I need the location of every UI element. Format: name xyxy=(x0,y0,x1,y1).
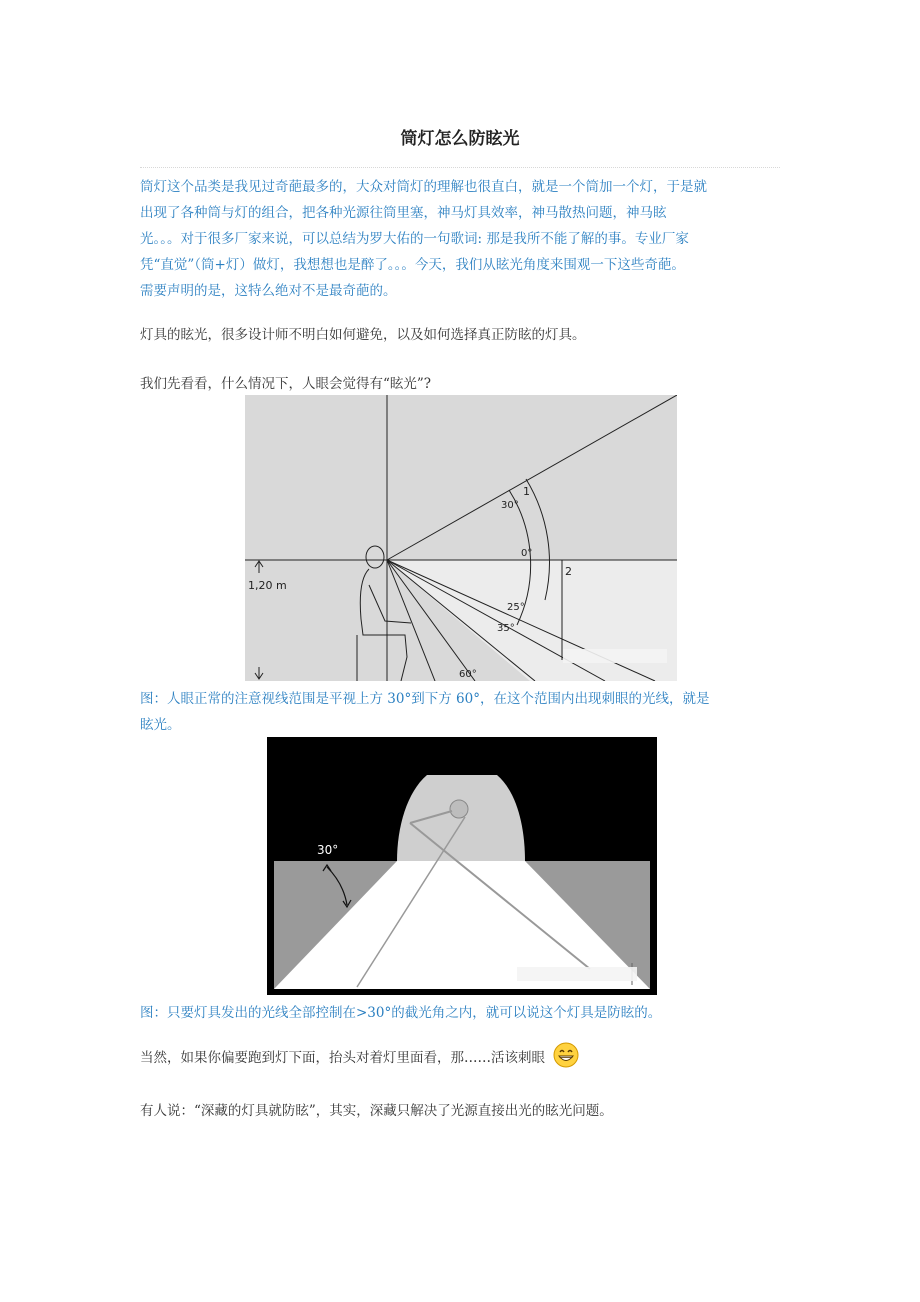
angle-label-0: 0° xyxy=(521,548,533,559)
intro-line: 筒灯这个品类是我见过奇葩最多的，大众对筒灯的理解也很直白，就是一个筒加一个灯，于是就 xyxy=(140,179,707,195)
underneath-paragraph xyxy=(140,1042,800,1071)
cutoff-angle-label: 30° xyxy=(317,843,339,857)
angle-label-25: 25° xyxy=(507,602,525,613)
question-paragraph: 我们先看看，什么情况下，人眼会觉得有“眩光”? xyxy=(140,376,432,392)
zone-label-1: 1 xyxy=(523,485,530,498)
grin-emoji-icon xyxy=(553,1042,579,1068)
intro-line: 出现了各种筒与灯的组合，把各种光源往筒里塞，神马灯具效率，神马散热问题，神马眩 xyxy=(140,205,667,221)
intro-line: 凭“直觉”（筒+灯）做灯，我想想也是醉了。。。今天，我们从眩光角度来围观一下这些奇葩。 xyxy=(140,257,685,273)
cutoff-angle-diagram xyxy=(267,737,657,995)
caption-2: 图：只要灯具发出的光线全部控制在>30°的截光角之内，就可以说这个灯具是防眩的。 xyxy=(140,1005,662,1021)
glare-paragraph: 灯具的眩光，很多设计师不明白如何避免，以及如何选择真正防眩的灯具。 xyxy=(140,327,586,343)
angle-label-30: 30° xyxy=(501,500,519,511)
angle-label-60: 60° xyxy=(459,669,477,680)
intro-paragraph xyxy=(140,174,800,304)
angle-label-35: 35° xyxy=(497,623,515,634)
recessed-paragraph: 有人说：“深藏的灯具就防眩”，其实，深藏只解决了光源直接出光的眩光问题。 xyxy=(140,1103,613,1119)
caption-1 xyxy=(140,686,800,738)
underneath-text: 当然，如果你偏要跑到灯下面，抬头对着灯里面看，那……活该刺眼 xyxy=(140,1050,545,1066)
intro-line: 需要声明的是，这特么绝对不是最奇葩的。 xyxy=(140,283,397,299)
intro-line: 光。。。对于很多厂家来说，可以总结为罗大佑的一句歌词: 那是我所不能了解的事。专业厂家 xyxy=(140,231,689,247)
page-title: 筒灯怎么防眩光 xyxy=(400,129,520,149)
field-of-view-diagram xyxy=(245,395,677,681)
height-label: 1,20 m xyxy=(248,579,287,592)
caption-line: 图：人眼正常的注意视线范围是平视上方 30°到下方 60°，在这个范围内出现刺眼的光线，就是 xyxy=(140,691,710,707)
caption-line: 眩光。 xyxy=(140,717,181,733)
zone-label-2: 2 xyxy=(565,565,572,578)
title-divider xyxy=(140,167,780,168)
